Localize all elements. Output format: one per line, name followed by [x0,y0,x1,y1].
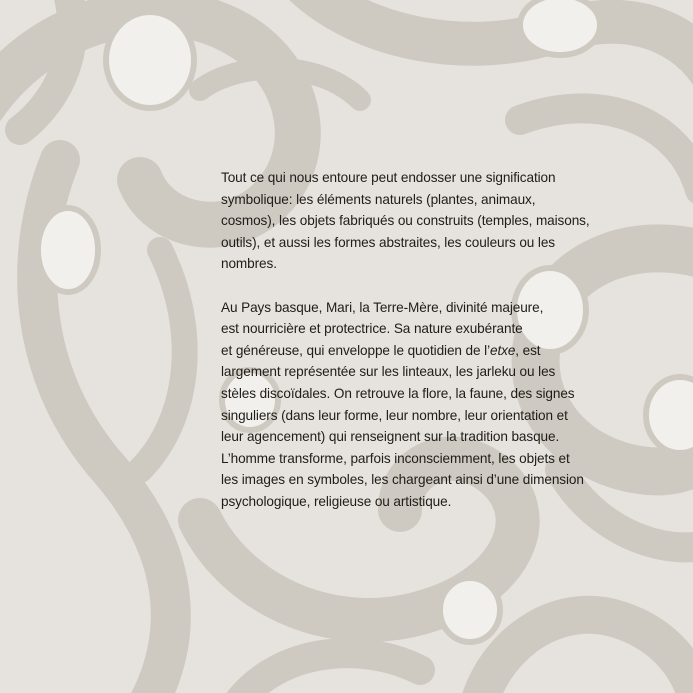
text-line: singuliers (dans leur forme, leur nombre, leur orientation et [221,407,568,423]
text-line: Tout ce qui nous entoure peut endosser une signification [221,170,556,185]
text-line: psychologique, religieuse ou artistique. [221,493,452,509]
text-line: stèles discoïdales. On retrouve la flore, la faune, des signes [221,385,575,401]
text-line: les images en symboles, les chargeant ainsi d’une dimension [221,472,584,488]
text-line: L’homme transforme, parfois inconsciemment, les objets et [221,450,570,466]
body-text [221,167,621,513]
paragraph-1 [221,167,621,275]
italic-term-etxe: etxe [490,342,516,358]
text-line: outils), et aussi les formes abstraites, les couleurs ou les [221,234,555,250]
text-line: largement représentée sur les linteaux, les jarleku ou les [221,364,556,380]
text-line-mixed [221,340,621,362]
paragraph-2 [221,297,621,513]
text-line: Au Pays basque, Mari, la Terre-Mère, divinité majeure, [221,299,544,315]
text-line: est nourricière et protectrice. Sa nature exubérante [221,321,523,337]
text-fragment: , est [515,342,541,358]
text-fragment: et généreuse, qui enveloppe le quotidien de l’ [221,342,490,358]
text-line: leur agencement) qui renseignent sur la tradition basque. [221,429,560,445]
text-line: cosmos), les objets fabriqués ou construits (temples, maisons, [221,213,590,229]
text-line: nombres. [221,256,277,272]
text-line: symbolique: les éléments naturels (plantes, animaux, [221,191,536,207]
